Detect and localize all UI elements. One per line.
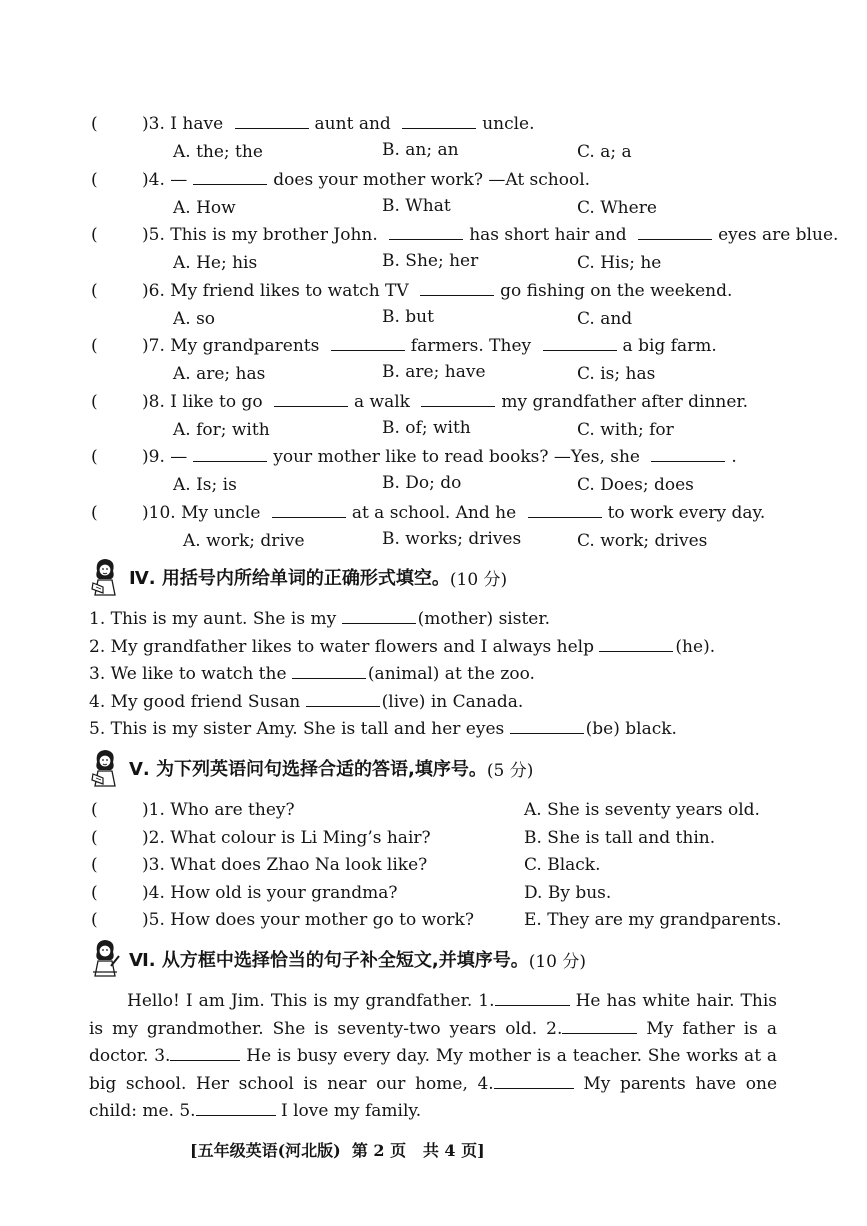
option-c: C. Where	[577, 197, 657, 218]
option-a: A. for; with	[173, 419, 270, 440]
answer-paren[interactable]: (	[91, 502, 98, 523]
fill-item-prefix: 1. This is my aunt. She is my	[89, 609, 342, 629]
answer-paren[interactable]: (	[91, 280, 98, 301]
question-line	[142, 169, 590, 191]
question-line	[142, 113, 535, 135]
question-number: )5.	[142, 225, 171, 245]
answer-blank[interactable]	[170, 1046, 240, 1061]
question-text: eyes are blue.	[718, 225, 839, 245]
option-a: A. How	[173, 197, 236, 218]
question-text: My friend likes to watch TV	[170, 280, 415, 301]
match-answer: D. By bus.	[524, 882, 612, 903]
passage-text: My parents have one child: me. 5.	[89, 1073, 778, 1121]
fill-item	[89, 718, 677, 740]
answer-paren[interactable]: (	[91, 336, 98, 356]
question-line	[142, 280, 732, 302]
answer-blank[interactable]	[274, 391, 348, 407]
section-6-header	[89, 938, 586, 980]
answer-blank[interactable]	[528, 502, 602, 518]
answer-blank[interactable]	[235, 113, 309, 129]
option-b: B. but	[382, 306, 434, 327]
question-number: )7.	[142, 336, 171, 356]
question-line	[142, 502, 765, 524]
question-text: at a school. And he	[351, 502, 522, 523]
answer-blank[interactable]	[494, 1074, 574, 1089]
passage-text: I love my family.	[275, 1101, 422, 1121]
option-a: A. work; drive	[183, 530, 305, 551]
question-text: —	[170, 169, 188, 190]
passage-text: He has white hair. This is my grandmother. She is seventy-two years old. 2.	[89, 991, 777, 1039]
answer-blank[interactable]	[292, 663, 366, 679]
question-text: My grandparents	[170, 336, 325, 356]
answer-blank[interactable]	[306, 691, 380, 707]
option-c: C. His; he	[577, 253, 662, 273]
question-text: your mother like to read books? —Yes, she	[273, 447, 646, 467]
question-text: aunt and	[314, 114, 397, 134]
answer-blank[interactable]	[342, 608, 416, 624]
section-5-score: (5 分)	[486, 760, 534, 781]
cloze-passage	[89, 988, 777, 1126]
option-b: B. an; an	[382, 140, 459, 160]
fill-item	[89, 608, 550, 630]
option-c: C. Does; does	[577, 475, 694, 495]
passage-text: He is busy every day. My mother is a teacher. She works at a big school. Her school is near our home, 4.	[89, 1046, 777, 1094]
question-text: My uncle	[181, 502, 266, 523]
question-text: I have	[170, 114, 229, 134]
answer-blank[interactable]	[421, 391, 495, 407]
answer-paren[interactable]: (	[91, 910, 98, 930]
question-number: )3.	[142, 114, 171, 134]
answer-blank[interactable]	[193, 169, 267, 185]
question-text: to work every day.	[607, 502, 766, 523]
match-question: )3. What does Zhao Na look like?	[142, 855, 428, 875]
question-text: does your mother work? —At school.	[273, 169, 591, 190]
question-line	[142, 224, 838, 246]
fill-item-suffix: (mother) sister.	[417, 609, 551, 629]
section-4-header	[89, 557, 507, 597]
fill-item-suffix: (live) in Canada.	[381, 691, 524, 712]
answer-paren[interactable]: (	[91, 114, 98, 134]
option-b: B. are; have	[382, 362, 486, 382]
answer-paren[interactable]: (	[91, 169, 98, 190]
fill-item-suffix: (he).	[675, 636, 716, 657]
passage-text: My father is a doctor. 3.	[89, 1018, 777, 1066]
question-text: go fishing on the weekend.	[500, 280, 733, 301]
question-text: I like to go	[170, 391, 269, 412]
option-c: C. is; has	[577, 364, 656, 384]
fill-item	[89, 691, 523, 713]
option-b: B. She; her	[382, 251, 479, 271]
question-number: )6.	[142, 280, 171, 301]
option-a: A. the; the	[173, 142, 263, 162]
girl-reading-icon	[89, 748, 121, 788]
question-line	[142, 391, 748, 413]
question-text: uncle.	[482, 114, 535, 134]
fill-item-prefix: 2. My grandfather likes to water flowers and I always help	[89, 636, 600, 657]
option-c: C. work; drives	[577, 530, 708, 551]
answer-paren[interactable]: (	[91, 855, 98, 875]
answer-blank[interactable]	[651, 446, 725, 462]
question-line	[142, 335, 717, 357]
match-answer: C. Black.	[524, 855, 601, 875]
answer-blank[interactable]	[420, 280, 494, 296]
question-text: my grandfather after dinner.	[501, 391, 749, 412]
question-text: .	[731, 447, 737, 467]
answer-blank[interactable]	[196, 1101, 276, 1116]
fill-item-suffix: (be) black.	[585, 719, 677, 739]
girl-writing-icon	[89, 938, 121, 980]
fill-item	[89, 636, 715, 658]
option-b: B. works; drives	[382, 528, 522, 549]
answer-blank[interactable]	[543, 335, 617, 351]
answer-blank[interactable]	[331, 335, 405, 351]
answer-paren[interactable]: (	[91, 391, 98, 412]
option-c: C. and	[577, 308, 633, 329]
section-6-score: (10 分)	[528, 951, 587, 972]
question-text: farmers. They	[410, 336, 537, 356]
answer-blank[interactable]	[193, 446, 267, 462]
option-c: C. with; for	[577, 419, 674, 440]
section-5-title: Ⅴ. 为下列英语问句选择合适的答语,填序号。	[129, 759, 487, 780]
answer-blank[interactable]	[510, 718, 584, 734]
match-question: )4. How old is your grandma?	[142, 882, 398, 903]
answer-paren[interactable]: (	[91, 827, 98, 848]
option-a: A. He; his	[173, 253, 258, 273]
question-number: )9.	[142, 447, 171, 467]
answer-blank[interactable]	[638, 224, 712, 240]
fill-item-suffix: (animal) at the zoo.	[367, 664, 535, 684]
answer-blank[interactable]	[389, 224, 463, 240]
answer-paren[interactable]: (	[91, 800, 98, 820]
match-answer: E. They are my grandparents.	[524, 910, 782, 930]
option-b: B. What	[382, 195, 451, 216]
section-4-score: (10 分)	[449, 569, 508, 590]
answer-paren[interactable]: (	[91, 225, 98, 245]
question-text: —	[170, 447, 188, 467]
question-number: )4.	[142, 169, 171, 190]
question-text: has short hair and	[469, 225, 633, 245]
answer-blank[interactable]	[599, 636, 673, 652]
answer-blank[interactable]	[402, 113, 476, 129]
fill-item	[89, 663, 535, 685]
section-6-title: Ⅵ. 从方框中选择恰当的句子补全短文,并填序号。	[129, 950, 529, 971]
girl-reading-icon	[89, 557, 121, 597]
match-answer: A. She is seventy years old.	[524, 800, 760, 820]
question-number: )8.	[142, 391, 171, 412]
fill-item-prefix: 5. This is my sister Amy. She is tall and her eyes	[89, 719, 510, 739]
option-a: A. Is; is	[173, 475, 237, 495]
option-a: A. are; has	[173, 364, 266, 384]
match-question: )2. What colour is Li Ming’s hair?	[142, 827, 431, 848]
answer-blank[interactable]	[272, 502, 346, 518]
option-a: A. so	[173, 308, 216, 329]
section-5-header	[89, 748, 533, 788]
fill-item-prefix: 3. We like to watch the	[89, 664, 292, 684]
answer-paren[interactable]: (	[91, 882, 98, 903]
answer-paren[interactable]: (	[91, 447, 98, 467]
option-c: C. a; a	[577, 142, 632, 162]
match-question: )5. How does your mother go to work?	[142, 910, 474, 930]
match-answer: B. She is tall and thin.	[524, 827, 716, 848]
answer-blank[interactable]	[562, 1019, 637, 1034]
question-text: a walk	[354, 391, 416, 412]
match-question: )1. Who are they?	[142, 800, 295, 820]
answer-blank[interactable]	[495, 991, 570, 1006]
question-number: )10.	[142, 502, 182, 523]
fill-item-prefix: 4. My good friend Susan	[89, 691, 306, 712]
option-b: B. of; with	[382, 417, 471, 438]
passage-text: Hello! I am Jim. This is my grandfather. 1.	[127, 991, 495, 1011]
question-line	[142, 446, 737, 468]
section-4-title: Ⅳ. 用括号内所给单词的正确形式填空。	[129, 568, 450, 589]
page-footer: [五年级英语(河北版) 第 2 页 共 4 页]	[190, 1141, 485, 1160]
question-text: a big farm.	[622, 336, 717, 356]
question-text: This is my brother John.	[170, 225, 384, 245]
option-b: B. Do; do	[382, 473, 462, 493]
